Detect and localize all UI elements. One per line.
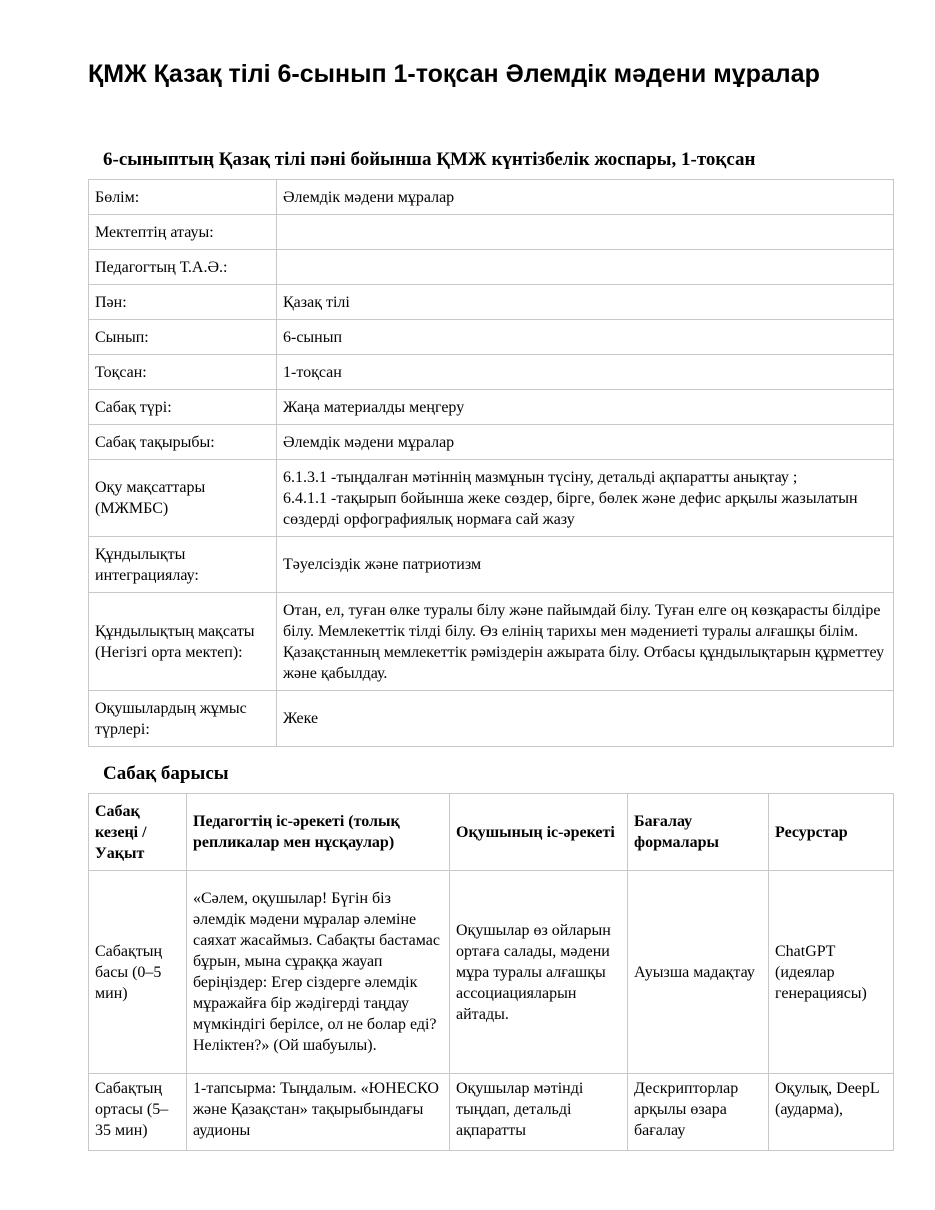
- info-value: Отан, ел, туған өлке туралы білу және пайымдай білу. Туған елге оң көзқарасты білдіре білу. Мемлекеттік тілді білу. Өз елінің тарихы мен мәдениеті туралы алғашқы білім. Қазақстанның мемлекеттік рәміздерін ажырата білу. Отбасы құндылықтарын құрметтеу және қабылдау.: [277, 593, 894, 691]
- header-stage: Сабақ кезеңі / Уақыт: [89, 794, 187, 871]
- info-value: 6-сынып: [277, 320, 894, 355]
- cell-resources: Оқулық, DeepL (аударма),: [769, 1074, 894, 1151]
- header-assessment: Бағалау формалары: [628, 794, 769, 871]
- info-value: Жеке: [277, 691, 894, 747]
- cell-teacher-activity: «Сәлем, оқушылар! Бүгін біз әлемдік мәдени мұралар әлеміне саяхат жасаймыз. Сабақты бастамас бұрын, мына сұраққа жауап беріңіздер: Егер сіздерге әлемдік мұражайға бір жәдігерді таңдау мүмкіндігі берілсе, ол не болар еді? Неліктен?» (Ой шабуылы).: [187, 871, 450, 1074]
- lesson-row-middle: [89, 1074, 894, 1151]
- info-label: Педагогтың Т.А.Ә.:: [89, 250, 277, 285]
- header-teacher-activity: Педагогтің іс-әрекеті (толық репликалар мен нұсқаулар): [187, 794, 450, 871]
- info-value: [277, 215, 894, 250]
- info-value: Жаңа материалды меңгеру: [277, 390, 894, 425]
- info-row-lesson-topic: [89, 425, 894, 460]
- info-label: Тоқсан:: [89, 355, 277, 390]
- info-label: Сабақ түрі:: [89, 390, 277, 425]
- info-label: Оқушылардың жұмыс түрлері:: [89, 691, 277, 747]
- info-label: Құндылықты интеграциялау:: [89, 537, 277, 593]
- info-table: [88, 179, 894, 747]
- info-value: Қазақ тілі: [277, 285, 894, 320]
- info-row-teacher: [89, 250, 894, 285]
- cell-student-activity: Оқушылар мәтінді тыңдап, детальді ақпаратты: [450, 1074, 628, 1151]
- info-label: Құндылықтың мақсаты (Негізгі орта мектеп):: [89, 593, 277, 691]
- cell-stage: Сабақтың басы (0–5 мин): [89, 871, 187, 1074]
- info-row-grade: [89, 320, 894, 355]
- info-label: Оқу мақсаттары (МЖМБС): [89, 460, 277, 537]
- info-value: [277, 250, 894, 285]
- info-label: Мектептің атауы:: [89, 215, 277, 250]
- info-value: Тәуелсіздік және патриотизм: [277, 537, 894, 593]
- cell-assessment: Дескрипторлар арқылы өзара бағалау: [628, 1074, 769, 1151]
- info-row-lesson-type: [89, 390, 894, 425]
- info-label: Пән:: [89, 285, 277, 320]
- cell-teacher-activity: 1-тапсырма: Тыңдалым. «ЮНЕСКО және Қазақстан» тақырыбындағы аудионы: [187, 1074, 450, 1151]
- lesson-row-start: [89, 871, 894, 1074]
- info-value: Әлемдік мәдени мұралар: [277, 180, 894, 215]
- info-row-value-integration: [89, 537, 894, 593]
- info-row-subject: [89, 285, 894, 320]
- info-row-school: [89, 215, 894, 250]
- info-row-work-types: [89, 691, 894, 747]
- lesson-heading: Сабақ барысы: [103, 763, 229, 784]
- cell-stage: Сабақтың ортасы (5–35 мин): [89, 1074, 187, 1151]
- info-row-quarter: [89, 355, 894, 390]
- cell-assessment: Ауызша мадақтау: [628, 871, 769, 1074]
- info-label: Сынып:: [89, 320, 277, 355]
- header-resources: Ресурстар: [769, 794, 894, 871]
- info-value: 6.1.3.1 -тыңдалған мәтіннің мазмұнын түсіну, детальді ақпаратты анықтау ; 6.4.1.1 -тақырып бойынша жеке сөздер, бірге, бөлек және дефис арқылы жазылатын сөздерді орфографиялық нормаға сай жазу: [277, 460, 894, 537]
- cell-resources: ChatGPT (идеялар генерациясы): [769, 871, 894, 1074]
- info-label: Сабақ тақырыбы:: [89, 425, 277, 460]
- document-title: ҚМЖ Қазақ тілі 6-сынып 1-тоқсан Әлемдік мәдени мұралар: [88, 60, 820, 88]
- info-row-learning-objectives: [89, 460, 894, 537]
- lesson-header-row: [89, 794, 894, 871]
- info-value: 1-тоқсан: [277, 355, 894, 390]
- info-row-section: [89, 180, 894, 215]
- info-label: Бөлім:: [89, 180, 277, 215]
- cell-student-activity: Оқушылар өз ойларын ортаға салады, мәдени мұра туралы алғашқы ассоциацияларын айтады.: [450, 871, 628, 1074]
- header-student-activity: Оқушының іс-әрекеті: [450, 794, 628, 871]
- info-row-value-goal: [89, 593, 894, 691]
- plan-heading: 6-сыныптың Қазақ тілі пәні бойынша ҚМЖ күнтізбелік жоспары, 1-тоқсан: [103, 149, 756, 170]
- info-value: Әлемдік мәдени мұралар: [277, 425, 894, 460]
- lesson-table: [88, 793, 894, 1151]
